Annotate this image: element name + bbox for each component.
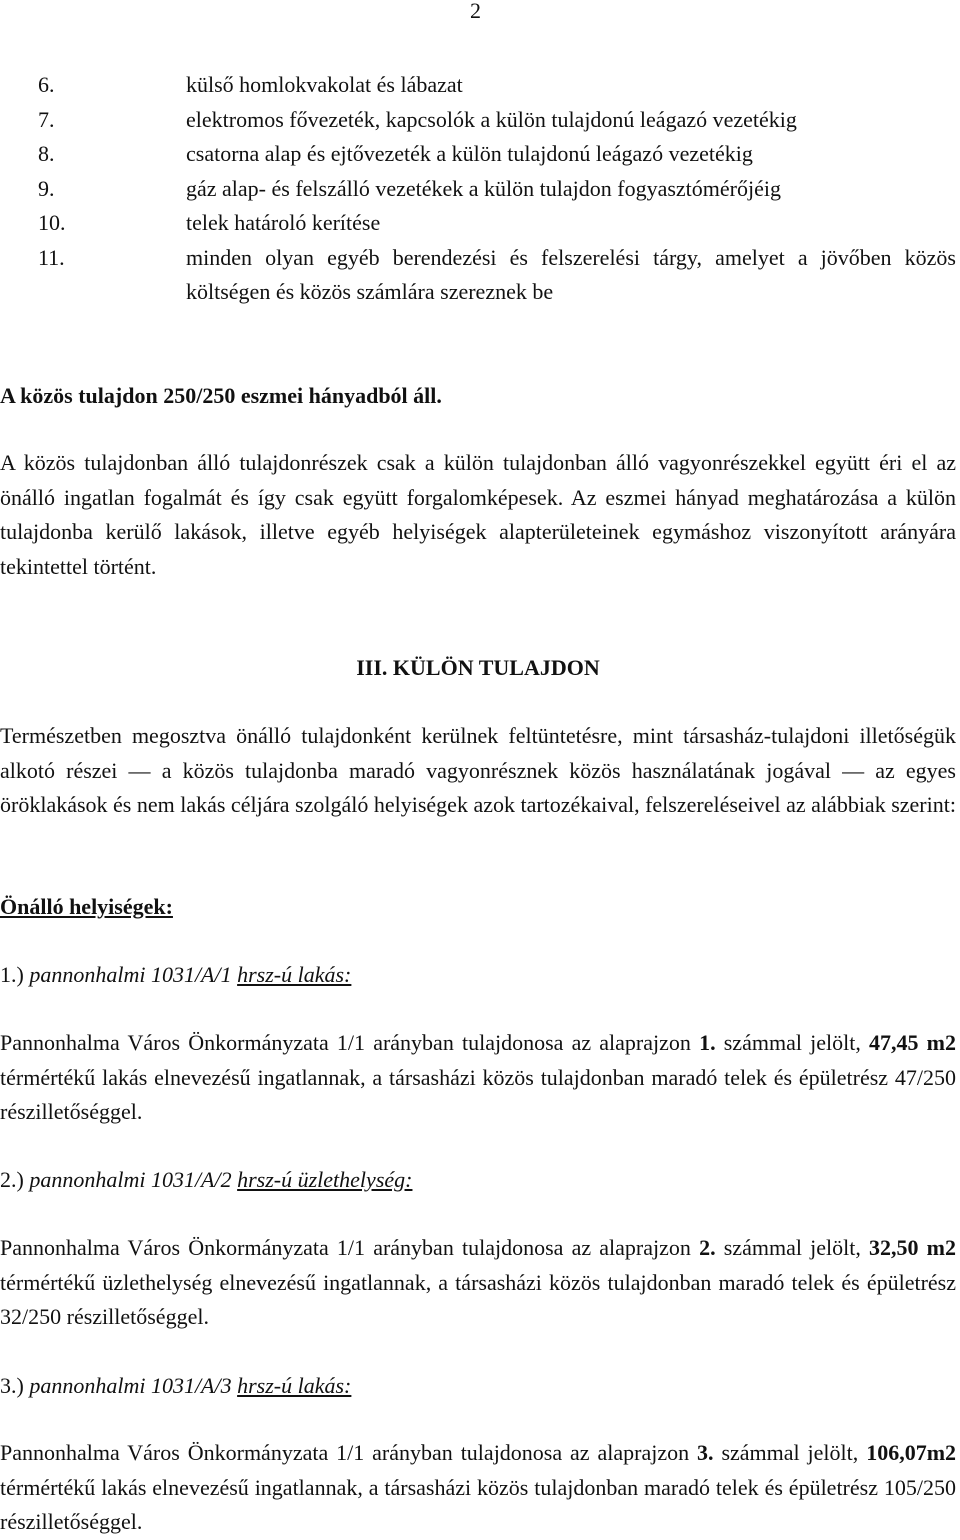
unit-description: [0, 1436, 956, 1540]
unit-name: pannonhalmi 1031/A/3: [29, 1373, 232, 1398]
unit-kind: hrsz-ú lakás:: [237, 1373, 352, 1398]
units-heading: Önálló helyiségek:: [0, 894, 173, 919]
list-item-number: 11.: [38, 244, 65, 270]
unit-heading: [0, 1369, 351, 1404]
unit-heading: [0, 958, 351, 993]
unit-description: [0, 1026, 956, 1130]
list-item: [0, 137, 956, 172]
list-item: [0, 172, 956, 207]
list-item: [0, 241, 956, 310]
list-item: [0, 103, 956, 138]
list-item-text: külső homlokvakolat és lábazat: [186, 72, 463, 97]
unit-area: 47,45 m2: [869, 1030, 956, 1055]
list-item-number: 9.: [38, 175, 55, 201]
unit-name: pannonhalmi 1031/A/2: [29, 1167, 232, 1192]
section-title: III. KÜLÖN TULAJDON: [356, 655, 600, 680]
unit-marked-text: számmal jelölt,: [723, 1235, 861, 1260]
unit-marked-text: számmal jelölt,: [723, 1030, 861, 1055]
unit-share-text: térmértékű üzlethelység elnevezésű ingatlannak, a társasházi közös tulajdonban maradó telek és épületrész 32/250 részilletőséggel.: [0, 1269, 956, 1329]
list-item-number: 10.: [38, 210, 66, 235]
unit-plan-ref: 1.: [699, 1030, 716, 1055]
separate-property-paragraph: Természetben megosztva önálló tulajdonként kerülnek feltüntetésre, mint társasház-tulajdoni illetőségük alkotó részei — a közös tulajdonba maradó vagyonrésznek közös használatának jogával — az egyes öröklakások és nem lakás céljára szolgáló helyiségek azok tartozékaival, felszereléseivel az alábbiak szerint:: [0, 723, 956, 817]
list-item-number: 6.: [38, 72, 55, 97]
list-item-text: gáz alap- és felszálló vezetékek a külön tulajdon fogyasztómérőjéig: [186, 175, 781, 201]
common-share-statement: A közös tulajdon 250/250 eszmei hányadból áll.: [0, 383, 442, 408]
unit-plan-ref: 2.: [699, 1235, 716, 1260]
unit-area: 106,07m2: [866, 1440, 957, 1465]
unit-owner-text: Pannonhalma Város Önkormányzata 1/1 arányban tulajdonosa az alaprajzon: [0, 1235, 691, 1260]
common-property-paragraph: A közös tulajdonban álló tulajdonrészek csak a külön tulajdonban álló vagyonrészekkel együtt éri el az önálló ingatlan fogalmát és így csak együtt forgalomképesek. Az eszmei hányad meghatározása a külön tulajdonba kerülő lakások, illetve egyéb helyiségek alapterületeinek egymáshoz viszonyított arányára tekintettel történt.: [0, 450, 956, 579]
list-item-text: elektromos fővezeték, kapcsolók a külön tulajdonú leágazó vezetékig: [186, 106, 797, 132]
unit-number: 1.): [0, 962, 24, 987]
unit-owner-text: Pannonhalma Város Önkormányzata 1/1 arányban tulajdonosa az alaprajzon: [0, 1440, 690, 1465]
list-item-text: telek határoló kerítése: [186, 210, 381, 235]
unit-share-text: térmértékű lakás elnevezésű ingatlannak, a társasházi közös tulajdonban maradó telek és épületrész 47/250 részilletőséggel.: [0, 1064, 956, 1124]
list-item-number: 8.: [38, 141, 55, 166]
unit-description: [0, 1231, 956, 1335]
unit-number: 3.): [0, 1373, 24, 1398]
page-number: 2: [470, 0, 481, 23]
unit-kind: hrsz-ú lakás:: [237, 962, 352, 987]
unit-heading: [0, 1163, 412, 1198]
unit-number: 2.): [0, 1167, 24, 1192]
unit-plan-ref: 3.: [697, 1440, 714, 1465]
list-item: [0, 68, 956, 103]
unit-owner-text: Pannonhalma Város Önkormányzata 1/1 arányban tulajdonosa az alaprajzon: [0, 1030, 691, 1055]
list-item-text: csatorna alap és ejtővezeték a külön tulajdonú leágazó vezetékig: [186, 141, 753, 166]
list-item: [0, 206, 956, 241]
list-item-number: 7.: [38, 106, 55, 132]
unit-kind: hrsz-ú üzlethelység:: [237, 1167, 413, 1192]
list-item-text: minden olyan egyéb berendezési és felszerelési tárgy, amelyet a jövőben közös költségen és közös számlára szereznek be: [186, 244, 956, 304]
unit-name: pannonhalmi 1031/A/1: [29, 962, 232, 987]
unit-share-text: térmértékű lakás elnevezésű ingatlannak, a társasházi közös tulajdonban maradó telek és épületrész 105/250 részilletőséggel.: [0, 1474, 956, 1534]
common-property-list: [0, 68, 956, 310]
unit-area: 32,50 m2: [869, 1235, 956, 1260]
unit-marked-text: számmal jelölt,: [721, 1440, 859, 1465]
